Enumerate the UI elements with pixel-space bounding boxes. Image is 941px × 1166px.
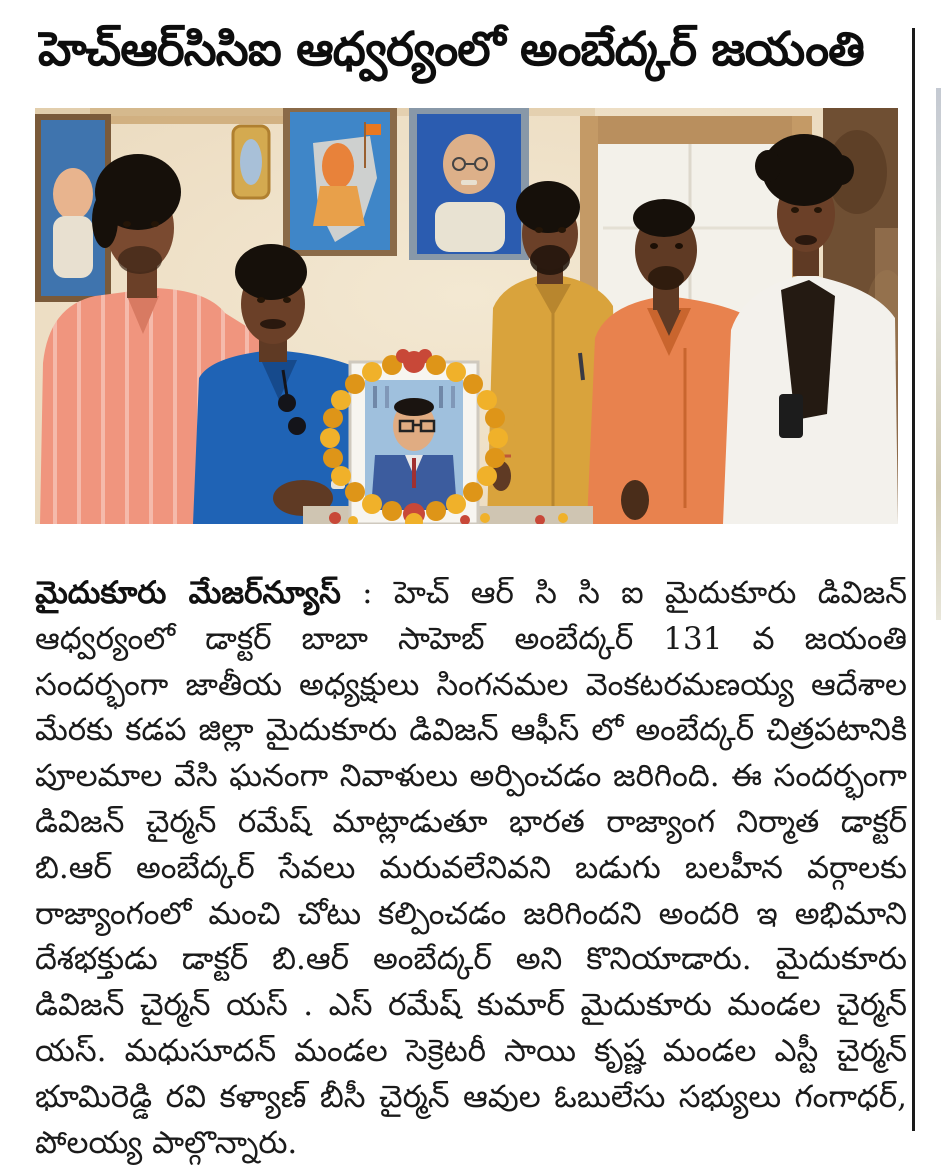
article-text: హెచ్ ఆర్ సి సి ఐ మైదుకూరు డివిజన్ ఆధ్వర్యంలో డాక్టర్ బాబా సాహెబ్ అంబేద్కర్ 131 వ జయంతి సందర్భంగా జాతీయ అధ్యక్షులు సింగనమల వెంకటరమణయ్య ఆదేశాల మేరకు కడప జిల్లా మైదుకూరు డివిజన్ ఆఫీస్ లో అంబేద్కర్ చిత్రపటానికి పూలమాల వేసి ఘనంగా నివాళులు అర్పించడం జరిగింది. ఈ సందర్భంగా డివిజన్ చైర్మన్ రమేష్ మాట్లాడుతూ భారత రాజ్యాంగ నిర్మాత డాక్టర్ బి.ఆర్ అంబేద్కర్ సేవలు మరువలేనివని బడుగు బలహీన వర్గాలకు రాజ్యాంగంలో మంచి చోటు కల్పించడం జరిగిందని అందరి ఇ అభిమాని దేశభక్తుడు డాక్టర్ బి.ఆర్ అంబేద్కర్ అని కొనియాడారు. మైదుకూరు డివిజన్ చైర్మన్ యస్ . ఎస్ రమేష్ కుమార్ మైదుకూరు మండల చైర్మన్ యస్. మధుసూదన్ మండల సెక్రెటరీ సాయి కృష్ణ మండల ఎస్టీ చైర్మన్ భూమిరెడ్డి రవి కళ్యాణ్ బీసీ చైర్మన్ ఆవుల ఓబులేసు సభ్యులు గంగాధర్, పోలయ్య పాల్గొన్నారు.	[35, 575, 907, 1161]
article-headline: హెచ్‌ఆర్‌సిసిఐ ఆధ్వర్యంలో అంబేద్కర్ జయంతి	[38, 22, 864, 77]
news-photo-illustration	[35, 108, 898, 524]
bharata-mata-picture	[283, 108, 397, 256]
article-separator: :	[340, 575, 394, 611]
gandhi-portrait	[409, 108, 529, 260]
column-divider-rule	[912, 28, 915, 1131]
article-source-label: మైదుకూరు మేజర్‌న్యూస్	[35, 575, 341, 611]
wall-ornate-frame	[233, 126, 269, 198]
article-body	[35, 571, 907, 1161]
news-photo	[35, 108, 898, 524]
adjacent-column-image-sliver	[936, 88, 941, 620]
phone-in-pocket	[779, 394, 803, 438]
